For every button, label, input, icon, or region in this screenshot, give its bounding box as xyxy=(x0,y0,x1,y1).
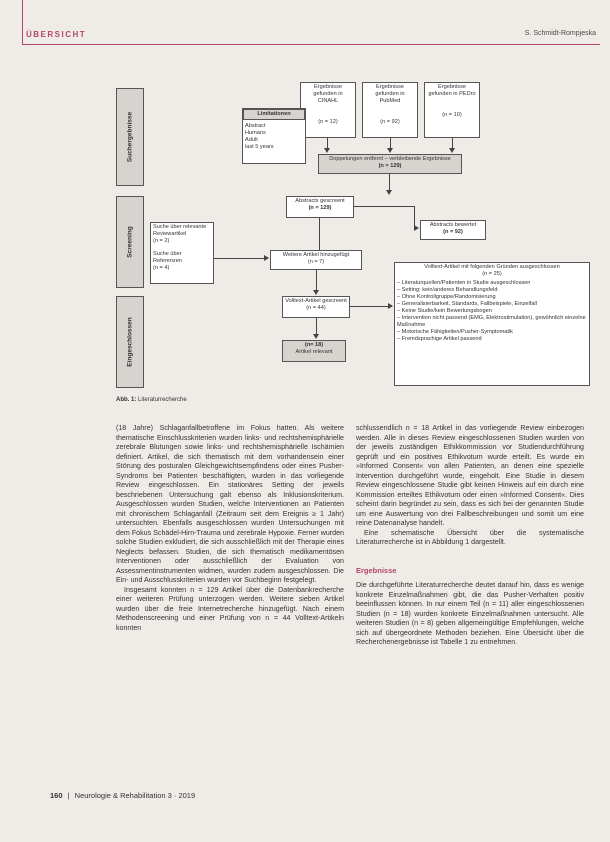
included-title: Artikel relevant xyxy=(295,349,333,355)
duplicates-box xyxy=(318,154,462,174)
db-cinahl-title: Ergebnisse gefunden in CINAHL xyxy=(313,84,343,104)
db-cinahl-box xyxy=(300,82,356,138)
arrow-down xyxy=(387,148,393,153)
handsearch-line: (n = 2) xyxy=(153,238,170,244)
exclusion-item: – Setting: kein/anderes Behandlungsfeld xyxy=(397,287,498,293)
section-heading-results: Ergebnisse xyxy=(356,565,397,575)
page-footer: 160 | Neurologie & Rehabilitation 3 · 2019 xyxy=(50,791,196,800)
abstracts-excluded-title: Abstracts bewertet xyxy=(429,222,477,228)
connector xyxy=(354,206,414,207)
included-n: (n= 18) xyxy=(304,342,324,348)
exclusion-item: – Generalisierbarkeit, Standards, Fallbeispiele, Einzelfall xyxy=(397,301,537,307)
limitation-item: Humans xyxy=(245,130,266,136)
exclusion-item: – Ohne Kontrollgruppe/Randomisierung xyxy=(397,294,496,300)
exclusion-item: – Motorische Fähigkeiten/Pusher-Symptomatik xyxy=(397,329,513,335)
duplicates-title: Doppelungen entfernt – verbleibende Ergebnisse xyxy=(329,156,451,162)
handsearch-line: Reviewartikel xyxy=(153,231,187,237)
fulltext-added-title: Weitere Artikel hinzugefügt xyxy=(282,252,350,258)
body-column-left xyxy=(116,424,344,633)
fulltext-added-n: (n = 7) xyxy=(307,259,325,265)
page-number: 160 xyxy=(50,791,63,800)
duplicates-n: (n = 129) xyxy=(378,163,402,169)
arrow-down xyxy=(324,148,330,153)
exclusion-item: – Fremdsprachige Artikel passend xyxy=(397,336,482,342)
connector xyxy=(319,218,320,250)
db-pedro-n: (n = 10) xyxy=(442,112,462,118)
handsearch-line: Suche über relevante xyxy=(153,224,207,230)
arrow-right xyxy=(264,255,269,261)
figure-caption-text: Literaturrecherche xyxy=(138,397,187,403)
arrow-down xyxy=(313,334,319,339)
limitation-item: last 5 years xyxy=(245,144,274,150)
body-paragraph: Eine schematische Übersicht über die systematische Literaturrecherche ist in Abbildung 1 dargestellt. xyxy=(356,528,584,546)
connector xyxy=(350,306,392,307)
figure-caption xyxy=(116,397,187,403)
fulltext-added-box xyxy=(270,250,362,270)
db-pubmed-title: Ergebnisse gefunden in PubMed xyxy=(375,84,405,104)
db-cinahl-n: (n = 12) xyxy=(318,119,338,125)
handsearch-line: Suche über Referenzen xyxy=(153,251,182,264)
arrow-right xyxy=(388,303,393,309)
body-column-right xyxy=(356,424,584,648)
handsearch-line: (n = 4) xyxy=(153,265,170,271)
fulltext-screened-n: (n = 44) xyxy=(306,305,326,311)
phase-included xyxy=(116,296,144,388)
exclusion-title: Volltext-Artikel mit folgenden Gründen ausgeschlossen xyxy=(424,264,560,270)
phase-search-label: Suchergebnisse xyxy=(126,111,134,163)
db-pedro-title: Ergebnisse gefunden in PEDro xyxy=(428,84,476,97)
handsearch-box xyxy=(150,222,214,284)
limitations-box xyxy=(242,108,306,164)
running-author: S. Schmidt-Rompjeska xyxy=(524,30,596,37)
abstracts-screened-box xyxy=(286,196,354,218)
fulltext-screened-title: Volltext-Artikel gescreent xyxy=(285,298,347,304)
connector xyxy=(214,258,268,259)
limitation-item: Adult xyxy=(245,137,258,143)
exclusion-item: – Keine Studie/kein Bewertungsbogen xyxy=(397,308,492,314)
body-paragraph: Die durchgeführte Literaturrecherche deutet darauf hin, dass es wenige konkrete Einzelmaßnahmen gibt, die das Pusher-Verhalten positiv beeinflussen können. In nur einem Teil (n = 11) aller eingeschlossenen Studien (n = 18) wurden konkrete Einzelmaßnahmen untersucht. Alle weiteren Studien (n = 8) geben allgemeingültige Empfehlungen, welche sich auf übergeordnete Methoden beziehen. Eine Übersicht über die Recherchenergebnisse ist Tabelle 1 zu entnehmen. xyxy=(356,581,584,646)
body-paragraph: Insgesamt konnten n = 129 Artikel über die Datenbankrecherche einer weiteren Prüfung unterzogen werden. Weitere sieben Artikel wurden über die freie Internetrecherche hinzugefügt. Nach einem Methodenscreening und einer Prüfung von n = 44 Volltext-Artikeln konnten xyxy=(116,585,344,632)
exclusion-item: – Literaturquellen/Patienten in Studie ausgeschlossen xyxy=(397,280,531,286)
phase-search xyxy=(116,88,144,186)
exclusion-reasons-box xyxy=(394,262,590,386)
abstracts-n: (n = 129) xyxy=(308,205,332,211)
arrow-down xyxy=(313,290,319,295)
limitation-item: Abstract xyxy=(245,123,266,129)
abstracts-excluded-box xyxy=(420,220,486,240)
fulltext-screened-box xyxy=(282,296,350,318)
exclusion-item: – Intervention nicht passend (EMG, Elektrostimulation), gewöhnlich einzelne Maßnahme xyxy=(397,315,586,328)
journal-name: Neurologie & Rehabilitation 3 · 2019 xyxy=(74,791,196,800)
db-pubmed-box xyxy=(362,82,418,138)
figure-label: Abb. 1: xyxy=(116,397,137,403)
exclusion-n: (n = 25) xyxy=(482,271,502,277)
included-box xyxy=(282,340,346,362)
abstracts-title: Abstracts gescreent xyxy=(295,198,345,204)
phase-screening xyxy=(116,196,144,288)
header-vertical-rule xyxy=(22,0,23,44)
header-rule xyxy=(22,44,600,45)
abstracts-excluded-n: (n = 92) xyxy=(443,229,463,235)
db-pedro-box xyxy=(424,82,480,138)
db-pubmed-n: (n = 92) xyxy=(380,119,400,125)
body-paragraph: (18 Jahre) Schlaganfallbetroffene im Fokus hatten. Als weitere thematische Einschlusskriterien wurden links- und rechtshemisphärielle zerebrale Blutungen sowie links- und rechtshemisphärielle Ischämien definiert. Artikel, die sich thematisch mit dem vorhandensein einer Störung des posturalen Gleichgewichtsempfindens oder eines Pusher-Syndroms bei Patienten beschäftigten, wurden in das vorliegende Review eingeschlossen. Ein stationäres Setting der jeweils beschriebenen Untersuchung galt ebenso als Inklusionskriterium. Ausgeschlossen wurden Studien, welche Interventionen an Patienten mit chronischem Schlaganfall (Zeitraum seit dem Ereignis ≥ 1 Jahr) untersuchten. Ebenfalls ausgeschlossen wurden Untersuchungen mit dem Fokus Schädel-Hirn-Trauma und zerebrale Hypoxie. Ferner wurden solche Studien exkludiert, die sich ausschließlich mit der Therapie eines Neglects befassen. Studien, die sich thematisch medikamentösen Interventionen oder ausschließlich der Evaluation von Assessmentinstrumenten widmen, wurden zudem ausgeschlossen. Die Ein- und Ausschlusskriterien wurden vor Suchbeginn festgelegt. xyxy=(116,424,344,584)
connector xyxy=(316,270,317,292)
arrow-right xyxy=(414,225,419,231)
body-paragraph: schlussendlich n = 18 Artikel in das vorliegende Review einbezogen werden. Alle in dieses Review eingeschlossenen Studien wurden von der jeweils zuständigen Ethikkommission vor Studiendurchführung geprüft und ein positives Ethikvotum wurde erteilt. Es wurde ein »Informed Consent« von allen Patienten, an denen eine spezielle Intervention durchgeführt wurde, eingeholt. Eine Studie in diesem Review eingeschlossene Studie gibt keinen Hinweis auf ein durch eine Kommission erteiltes Ethikvotum oder einen »Informed Consent«. Dies scheint darin begründet zu sein, dass es sich bei der genannten Studie um eine Auswertung von drei Fallbeschreibungen und somit um eine reine Datenanalyse handelt. xyxy=(356,424,584,527)
arrow-down xyxy=(386,190,392,195)
limitations-title: Limitationen xyxy=(243,109,305,120)
phase-screening-label: Screening xyxy=(126,226,134,258)
phase-included-label: Eingeschlossen xyxy=(126,317,134,367)
section-label: ÜBERSICHT xyxy=(26,30,87,39)
arrow-down xyxy=(449,148,455,153)
